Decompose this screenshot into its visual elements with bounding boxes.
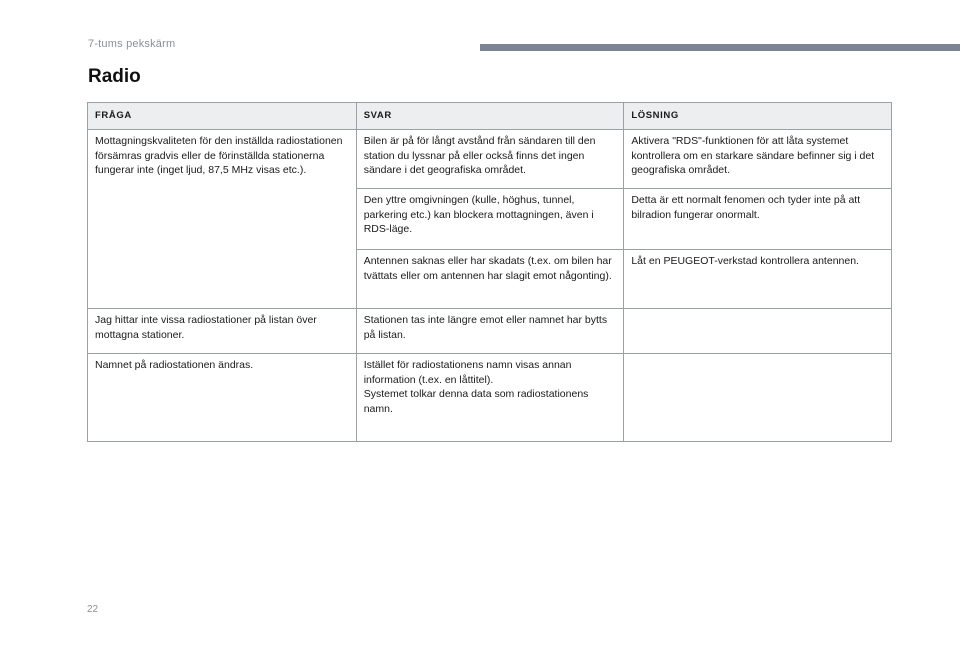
table-row	[88, 354, 892, 442]
column-header-question: FRÅGA	[88, 103, 357, 130]
header-bar	[480, 44, 960, 51]
answer-cell	[356, 354, 624, 442]
running-head: 7-tums pekskärm	[88, 38, 176, 50]
answer-cell: Den yttre omgivningen (kulle, höghus, tunnel, parkering etc.) kan blockera mottagningen, även i RDS-läge.	[356, 189, 624, 250]
page-number: 22	[87, 604, 99, 615]
answer-cell: Antennen saknas eller har skadats (t.ex. om bilen har tvättats eller om antennen har slagit emot någonting).	[356, 250, 624, 309]
question-cell: Mottagningskvaliteten för den inställda radiostationen försämras gradvis eller de förinställda stationerna fungerar inte (inget ljud, 87,5 MHz visas etc.).	[88, 130, 357, 309]
column-header-answer: SVAR	[356, 103, 624, 130]
troubleshooting-table	[87, 102, 892, 442]
answer-cell: Bilen är på för långt avstånd från sändaren till den station du lyssnar på eller också finns det ingen sändare i det geografiska området.	[356, 130, 624, 189]
question-cell: Jag hittar inte vissa radiostationer på listan över mottagna stationer.	[88, 309, 357, 354]
solution-cell: Aktivera "RDS"-funktionen för att låta systemet kontrollera om en starkare sändare befinner sig i det geografiska området.	[624, 130, 892, 189]
solution-cell: Låt en PEUGEOT-verkstad kontrollera antennen.	[624, 250, 892, 309]
table-header-row	[88, 103, 892, 130]
table-row	[88, 130, 892, 189]
question-cell: Namnet på radiostationen ändras.	[88, 354, 357, 442]
solution-cell: Detta är ett normalt fenomen och tyder inte på att bilradion fungerar onormalt.	[624, 189, 892, 250]
section-title: Radio	[88, 66, 141, 87]
column-header-solution: LÖSNING	[624, 103, 892, 130]
solution-cell	[624, 309, 892, 354]
answer-line: Systemet tolkar denna data som radiostationens namn.	[363, 388, 589, 415]
answer-line: Istället för radiostationens namn visas annan information (t.ex. en låttitel).	[363, 359, 572, 386]
table-row	[88, 309, 892, 354]
solution-cell	[624, 354, 892, 442]
answer-cell: Stationen tas inte längre emot eller namnet har bytts på listan.	[356, 309, 624, 354]
